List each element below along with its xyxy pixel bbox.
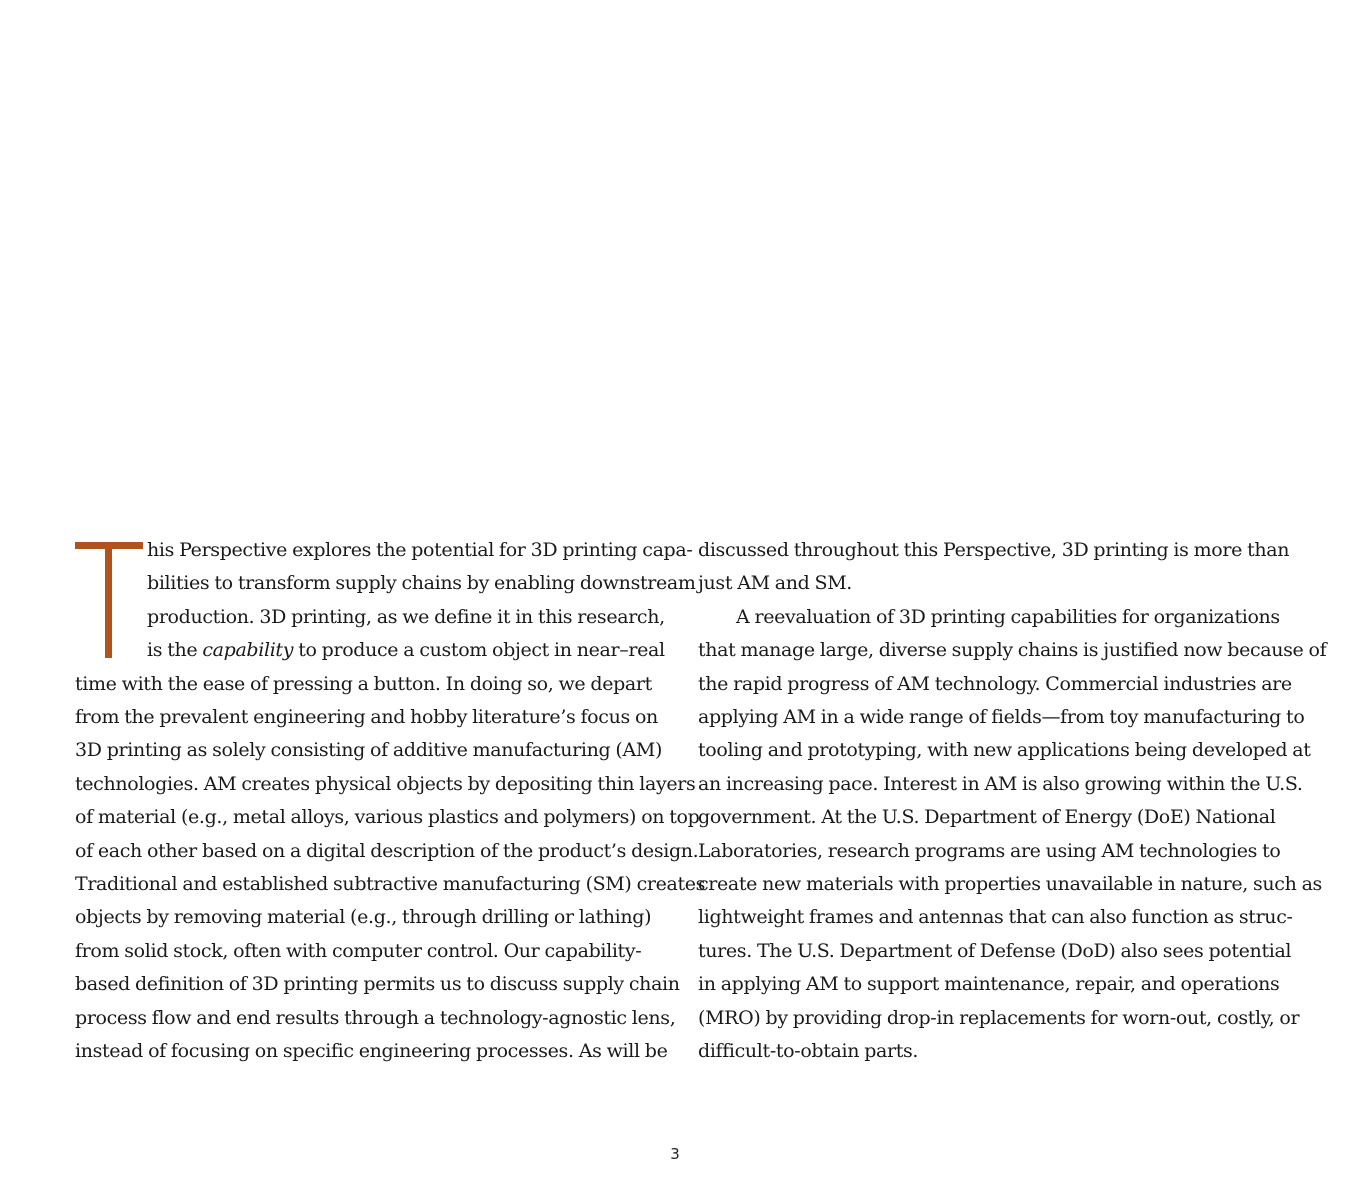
text-line: discussed throughout this Perspective, 3D printing is more than [698,539,1290,561]
left-column [75,534,706,1069]
text-segment: to produce a custom object in near–real [293,639,665,662]
text-line: bilities to transform supply chains by enabling downstream [147,572,696,595]
text-line: tures. The U.S. Department of Defense (DoD) also sees potential [698,939,1292,962]
text-line: in applying AM to support maintenance, repair, and operations [698,973,1280,996]
drop-cap-stem [105,542,112,658]
text-line: his Perspective explores the potential for 3D printing capa- [147,539,693,561]
text-line: the rapid progress of AM technology. Commercial industries are [698,672,1292,695]
drop-cap [75,542,143,660]
text-line-with-emphasis [75,634,665,667]
text-line: time with the ease of pressing a button. In doing so, we depart [75,672,652,695]
text-line: from the prevalent engineering and hobby literature’s focus on [75,706,658,729]
text-line: create new materials with properties unavailable in nature, such as [698,873,1322,896]
text-line: based definition of 3D printing permits us to discuss supply chain [75,973,680,996]
text-line: 3D printing as solely consisting of additive manufacturing (AM) [75,739,663,762]
text-line: technologies. AM creates physical objects by depositing thin layers [75,772,696,795]
text-line: just AM and SM. [698,572,852,595]
text-line: an increasing pace. Interest in AM is also growing within the U.S. [698,772,1303,795]
text-line: (MRO) by providing drop-in replacements for worn-out, costly, or [698,1006,1300,1029]
text-line: instead of focusing on specific engineering processes. As will be [75,1040,668,1063]
text-line: tooling and prototyping, with new applications being developed at [698,739,1311,762]
page-number: 3 [670,1145,680,1163]
text-line: production. 3D printing, as we define it in this research, [147,605,665,628]
text-line: objects by removing material (e.g., through drilling or lathing) [75,906,652,929]
text-line: government. At the U.S. Department of Energy (DoE) National [698,806,1276,829]
text-line: Traditional and established subtractive manufacturing (SM) creates [75,873,706,896]
text-line: that manage large, diverse supply chains is justified now because of [698,639,1327,662]
text-line: Laboratories, research programs are using AM technologies to [698,839,1281,862]
text-line: of material (e.g., metal alloys, various plastics and polymers) on top [75,806,700,829]
text-line: applying AM in a wide range of fields—from toy manufacturing to [698,706,1305,729]
right-column [698,534,1327,1069]
text-line: of each other based on a digital description of the product’s design. [75,839,699,862]
paragraph-first-line: A reevaluation of 3D printing capabilities for organizations [736,605,1280,628]
text-line: lightweight frames and antennas that can also function as struc- [698,906,1293,929]
text-line: from solid stock, often with computer control. Our capability- [75,939,642,962]
emphasized-word: capability [202,639,294,662]
text-line: difficult-to-obtain parts. [698,1040,919,1063]
text-line: process flow and end results through a technology-agnostic lens, [75,1006,676,1029]
text-segment: is the [147,639,203,662]
